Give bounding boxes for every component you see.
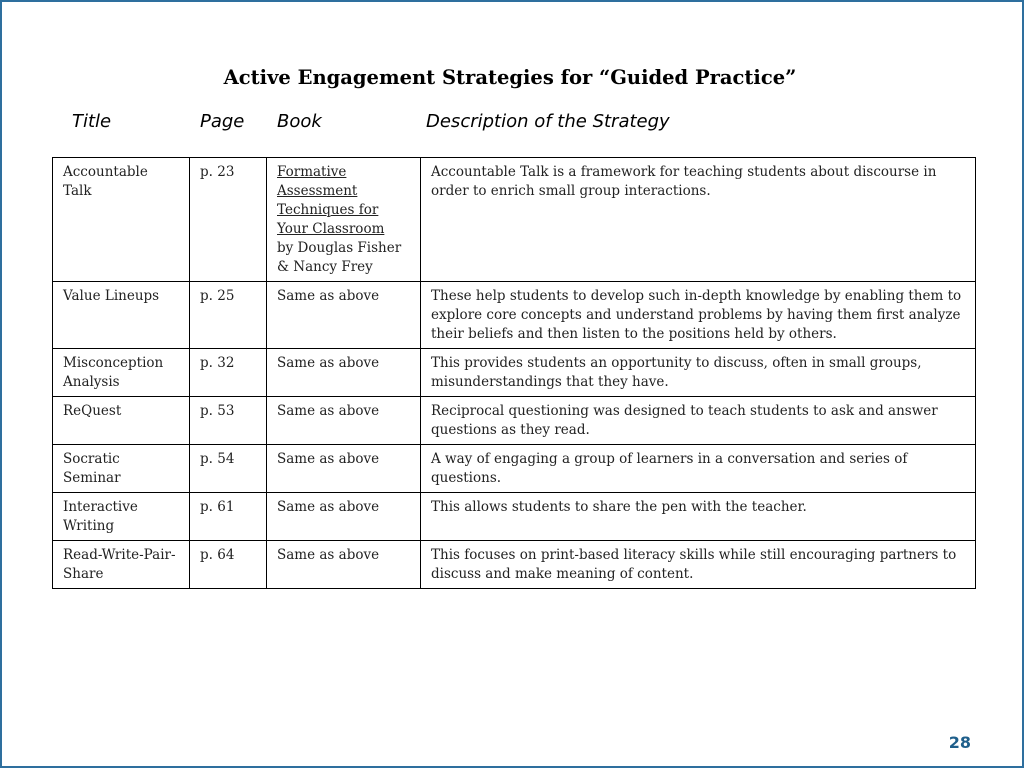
cell-description: This provides students an opportunity to discuss, often in small groups, misunderstandings that they have. [421, 349, 976, 397]
table-row [53, 158, 976, 282]
table-row [53, 349, 976, 397]
cell-book [267, 158, 421, 282]
table-row [53, 397, 976, 445]
cell-page: p. 61 [190, 493, 267, 541]
cell-title: ReQuest [53, 397, 190, 445]
column-header-page: Page [200, 111, 245, 132]
page-number: 28 [948, 733, 971, 752]
book-title-link[interactable]: Formative Assessment Techniques for Your Classroom [277, 164, 385, 237]
cell-page: p. 53 [190, 397, 267, 445]
cell-book: Same as above [267, 282, 421, 349]
cell-description: A way of engaging a group of learners in a conversation and series of questions. [421, 445, 976, 493]
cell-book: Same as above [267, 493, 421, 541]
cell-title: Value Lineups [53, 282, 190, 349]
slide-title: Active Engagement Strategies for “Guided Practice” [223, 66, 797, 89]
table-row [53, 445, 976, 493]
cell-title: Interactive Writing [53, 493, 190, 541]
cell-description: These help students to develop such in-depth knowledge by enabling them to explore core concepts and understand problems by having them first analyze their beliefs and then listen to the positions held by others. [421, 282, 976, 349]
column-header-description: Description of the Strategy [426, 111, 670, 132]
table-row [53, 541, 976, 589]
cell-page: p. 64 [190, 541, 267, 589]
table-row [53, 282, 976, 349]
cell-book: Same as above [267, 445, 421, 493]
cell-description: This allows students to share the pen with the teacher. [421, 493, 976, 541]
cell-book: Same as above [267, 349, 421, 397]
book-author: by Douglas Fisher & Nancy Frey [277, 240, 402, 275]
cell-page: p. 32 [190, 349, 267, 397]
cell-book: Same as above [267, 541, 421, 589]
column-header-title: Title [72, 111, 112, 132]
cell-title: Accountable Talk [53, 158, 190, 282]
cell-description: Accountable Talk is a framework for teaching students about discourse in order to enrich small group interactions. [421, 158, 976, 282]
cell-book: Same as above [267, 397, 421, 445]
cell-page: p. 25 [190, 282, 267, 349]
cell-description: This focuses on print-based literacy skills while still encouraging partners to discuss and make meaning of content. [421, 541, 976, 589]
cell-page: p. 23 [190, 158, 267, 282]
cell-title: Misconception Analysis [53, 349, 190, 397]
cell-title: Read-Write-Pair-Share [53, 541, 190, 589]
column-header-book: Book [277, 111, 322, 132]
cell-page: p. 54 [190, 445, 267, 493]
cell-title: Socratic Seminar [53, 445, 190, 493]
cell-description: Reciprocal questioning was designed to teach students to ask and answer questions as they read. [421, 397, 976, 445]
table-row [53, 493, 976, 541]
strategies-table [52, 157, 976, 589]
